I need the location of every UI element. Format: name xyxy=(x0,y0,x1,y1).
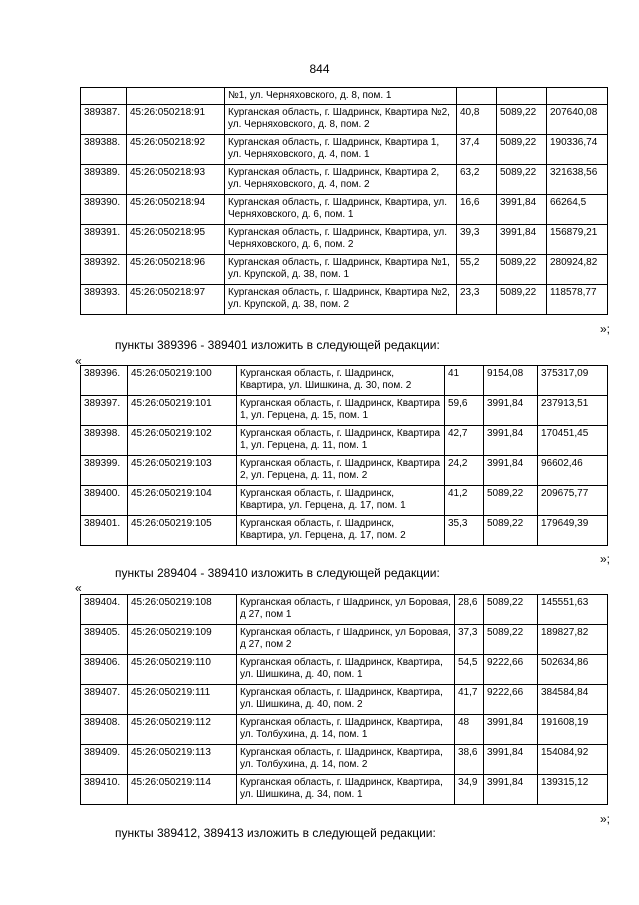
instruction-paragraph-1: пункты 389396 - 389401 изложить в следующей редакции: xyxy=(115,338,440,352)
table-cell: 389406. xyxy=(81,655,128,685)
table-cell: 384584,84 xyxy=(538,685,608,715)
table-cell: Курганская область, г. Шадринск, Квартира 2, ул. Черняховского, д. 4, пом. 2 xyxy=(225,165,457,195)
table-cell: 59,6 xyxy=(445,396,484,426)
table-cell: 280924,82 xyxy=(547,255,608,285)
table-cell: 3991,84 xyxy=(484,396,538,426)
table-cell: 389404. xyxy=(81,595,128,625)
table-cell: Курганская область, г. Шадринск, Квартира №1, ул. Крупской, д. 38, пом. 1 xyxy=(225,255,457,285)
table-cell: 9222,66 xyxy=(484,655,538,685)
table-cell: 45:26:050218:97 xyxy=(127,285,225,315)
table-cell: 45:26:050219:112 xyxy=(128,715,237,745)
table-cell: 45:26:050219:100 xyxy=(128,366,237,396)
table-cell: 389397. xyxy=(81,396,128,426)
table-row xyxy=(81,486,608,516)
table-row xyxy=(81,625,608,655)
table-cell xyxy=(81,88,127,105)
table-cell: 9154,08 xyxy=(484,366,538,396)
table-cell: Курганская область, г. Шадринск, Квартира, ул. Шишкина, д. 34, пом. 1 xyxy=(237,775,455,805)
table-cell: 24,2 xyxy=(445,456,484,486)
table-cell: 45:26:050218:92 xyxy=(127,135,225,165)
table-cell: 96602,46 xyxy=(538,456,608,486)
table-cell: 389399. xyxy=(81,456,128,486)
table-row xyxy=(81,255,608,285)
table-cell: 189827,82 xyxy=(538,625,608,655)
table-cell xyxy=(497,88,547,105)
table-cell: Курганская область, г. Шадринск, Квартира 1, ул. Герцена, д. 11, пом. 1 xyxy=(237,426,445,456)
table-cell: 389407. xyxy=(81,685,128,715)
table-cell: 389396. xyxy=(81,366,128,396)
table-cell: 45:26:050219:114 xyxy=(128,775,237,805)
table-cell: 5089,22 xyxy=(484,595,538,625)
table-cell: 190336,74 xyxy=(547,135,608,165)
table-cell: 3991,84 xyxy=(484,715,538,745)
table-cell: 45:26:050219:105 xyxy=(128,516,237,546)
table-cell: 389400. xyxy=(81,486,128,516)
table-row xyxy=(81,135,608,165)
table-cell: 389387. xyxy=(81,105,127,135)
table-cell: 389409. xyxy=(81,745,128,775)
table-row xyxy=(81,516,608,546)
table-row xyxy=(81,775,608,805)
table-cell: 54,5 xyxy=(455,655,484,685)
table-cell: 42,7 xyxy=(445,426,484,456)
table-cell: 28,6 xyxy=(455,595,484,625)
table-cell: Курганская область, г. Шадринск, Квартира №2, ул. Черняховского, д. 8, пом. 2 xyxy=(225,105,457,135)
table-cell: 45:26:050218:96 xyxy=(127,255,225,285)
table-cell: 45:26:050218:94 xyxy=(127,195,225,225)
table-cell: 37,4 xyxy=(457,135,497,165)
closing-quote-2: »; xyxy=(599,552,610,566)
table-cell: 209675,77 xyxy=(538,486,608,516)
table-cell: 321638,56 xyxy=(547,165,608,195)
property-table-3 xyxy=(80,594,608,805)
table-cell: Курганская область, г. Шадринск, Квартира, ул. Шишкина, д. 40, пом. 2 xyxy=(237,685,455,715)
table-cell: 45:26:050218:95 xyxy=(127,225,225,255)
table-cell: 55,2 xyxy=(457,255,497,285)
table-cell: Курганская область, г. Шадринск, Квартира 1, ул. Черняховского, д. 4, пом. 1 xyxy=(225,135,457,165)
page-number: 844 xyxy=(309,62,330,76)
table-cell: 45:26:050219:111 xyxy=(128,685,237,715)
table-cell: Курганская область, г Шадринск, ул Боровая, д 27, пом 1 xyxy=(237,595,455,625)
table-cell: 154084,92 xyxy=(538,745,608,775)
table-cell: 45:26:050218:91 xyxy=(127,105,225,135)
closing-quote-3: »; xyxy=(599,812,610,826)
table-cell: 3991,84 xyxy=(484,745,538,775)
table-row xyxy=(81,426,608,456)
table-cell: 5089,22 xyxy=(497,135,547,165)
table-cell: 5089,22 xyxy=(497,285,547,315)
table-row xyxy=(81,745,608,775)
table-cell: Курганская область, г Шадринск, ул Боровая, д 27, пом 2 xyxy=(237,625,455,655)
opening-quote-1: « xyxy=(75,354,82,368)
table-cell: 5089,22 xyxy=(497,165,547,195)
table-cell: 9222,66 xyxy=(484,685,538,715)
table-cell: 45:26:050219:113 xyxy=(128,745,237,775)
table-cell: 389408. xyxy=(81,715,128,745)
table-cell xyxy=(547,88,608,105)
table-cell: 139315,12 xyxy=(538,775,608,805)
table-cell: 389410. xyxy=(81,775,128,805)
table-row xyxy=(81,396,608,426)
table-cell: 35,3 xyxy=(445,516,484,546)
table-cell: Курганская область, г. Шадринск, Квартира, ул. Шишкина, д. 40, пом. 1 xyxy=(237,655,455,685)
table-cell xyxy=(127,88,225,105)
table-row xyxy=(81,655,608,685)
table-cell: 5089,22 xyxy=(497,255,547,285)
table-cell: Курганская область, г. Шадринск, Квартира 1, ул. Герцена, д. 15, пом. 1 xyxy=(237,396,445,426)
table-cell: 3991,84 xyxy=(484,426,538,456)
table-cell: 389388. xyxy=(81,135,127,165)
table-row xyxy=(81,195,608,225)
table-cell: 389405. xyxy=(81,625,128,655)
table-cell: 45:26:050218:93 xyxy=(127,165,225,195)
table-cell: Курганская область, г. Шадринск, Квартира, ул. Шишкина, д. 30, пом. 2 xyxy=(237,366,445,396)
table-cell: 5089,22 xyxy=(484,516,538,546)
table-cell: 118578,77 xyxy=(547,285,608,315)
table-cell: 207640,08 xyxy=(547,105,608,135)
table-row xyxy=(81,165,608,195)
table-cell: 5089,22 xyxy=(497,105,547,135)
table-cell: 170451,45 xyxy=(538,426,608,456)
table-cell: 23,3 xyxy=(457,285,497,315)
table-cell: 45:26:050219:102 xyxy=(128,426,237,456)
table-row xyxy=(81,88,608,105)
table-cell: 3991,84 xyxy=(484,456,538,486)
table-cell: 45:26:050219:109 xyxy=(128,625,237,655)
table-cell: 389398. xyxy=(81,426,128,456)
table-cell: 145551,63 xyxy=(538,595,608,625)
table-row xyxy=(81,105,608,135)
table-cell: 45:26:050219:108 xyxy=(128,595,237,625)
table-cell: 34,9 xyxy=(455,775,484,805)
table-cell: 63,2 xyxy=(457,165,497,195)
table-cell: 389389. xyxy=(81,165,127,195)
table-cell: 38,6 xyxy=(455,745,484,775)
table-cell: Курганская область, г. Шадринск, Квартира, ул. Герцена, д. 17, пом. 1 xyxy=(237,486,445,516)
table-cell: Курганская область, г. Шадринск, Квартира, ул. Толбухина, д. 14, пом. 1 xyxy=(237,715,455,745)
table-cell: Курганская область, г. Шадринск, Квартира, ул. Черняховского, д. 6, пом. 2 xyxy=(225,225,457,255)
table-cell: 41,2 xyxy=(445,486,484,516)
instruction-paragraph-2: пункты 289404 - 389410 изложить в следующей редакции: xyxy=(115,566,440,580)
table-row xyxy=(81,366,608,396)
table-row xyxy=(81,595,608,625)
table-cell: 37,3 xyxy=(455,625,484,655)
table-cell: 45:26:050219:101 xyxy=(128,396,237,426)
table-cell: 389393. xyxy=(81,285,127,315)
table-cell: 375317,09 xyxy=(538,366,608,396)
table-cell: 39,3 xyxy=(457,225,497,255)
table-cell: 191608,19 xyxy=(538,715,608,745)
instruction-paragraph-3: пункты 389412, 389413 изложить в следующей редакции: xyxy=(115,826,436,840)
table-cell: Курганская область, г. Шадринск, Квартира, ул. Черняховского, д. 6, пом. 1 xyxy=(225,195,457,225)
table-cell: 16,6 xyxy=(457,195,497,225)
table-cell: 156879,21 xyxy=(547,225,608,255)
table-cell: 237913,51 xyxy=(538,396,608,426)
table-cell: 5089,22 xyxy=(484,625,538,655)
table-cell: 389401. xyxy=(81,516,128,546)
table-cell: 3991,84 xyxy=(497,195,547,225)
table-cell: 41,7 xyxy=(455,685,484,715)
table-cell: 41 xyxy=(445,366,484,396)
table-cell: 179649,39 xyxy=(538,516,608,546)
table-cell: Курганская область, г. Шадринск, Квартира, ул. Герцена, д. 17, пом. 2 xyxy=(237,516,445,546)
table-cell: 45:26:050219:104 xyxy=(128,486,237,516)
property-table-1 xyxy=(80,87,608,315)
table-cell: Курганская область, г. Шадринск, Квартира №2, ул. Крупской, д. 38, пом. 2 xyxy=(225,285,457,315)
table-row xyxy=(81,285,608,315)
table-cell: 3991,84 xyxy=(497,225,547,255)
closing-quote-1: »; xyxy=(599,322,610,336)
table-cell: 3991,84 xyxy=(484,775,538,805)
table-cell xyxy=(457,88,497,105)
table-cell: 45:26:050219:110 xyxy=(128,655,237,685)
table-cell: 5089,22 xyxy=(484,486,538,516)
table-row xyxy=(81,685,608,715)
table-cell: 502634,86 xyxy=(538,655,608,685)
table-cell: Курганская область, г. Шадринск, Квартира 2, ул. Герцена, д. 11, пом. 2 xyxy=(237,456,445,486)
table-row xyxy=(81,225,608,255)
table-row xyxy=(81,456,608,486)
table-cell: 45:26:050219:103 xyxy=(128,456,237,486)
opening-quote-2: « xyxy=(75,581,82,595)
table-cell: Курганская область, г. Шадринск, Квартира, ул. Толбухина, д. 14, пом. 2 xyxy=(237,745,455,775)
table-cell: 389392. xyxy=(81,255,127,285)
table-cell: №1, ул. Черняховского, д. 8, пом. 1 xyxy=(225,88,457,105)
table-cell: 66264,5 xyxy=(547,195,608,225)
table-cell: 389391. xyxy=(81,225,127,255)
table-cell: 48 xyxy=(455,715,484,745)
property-table-2 xyxy=(80,365,608,546)
table-cell: 40,8 xyxy=(457,105,497,135)
table-cell: 389390. xyxy=(81,195,127,225)
table-row xyxy=(81,715,608,745)
